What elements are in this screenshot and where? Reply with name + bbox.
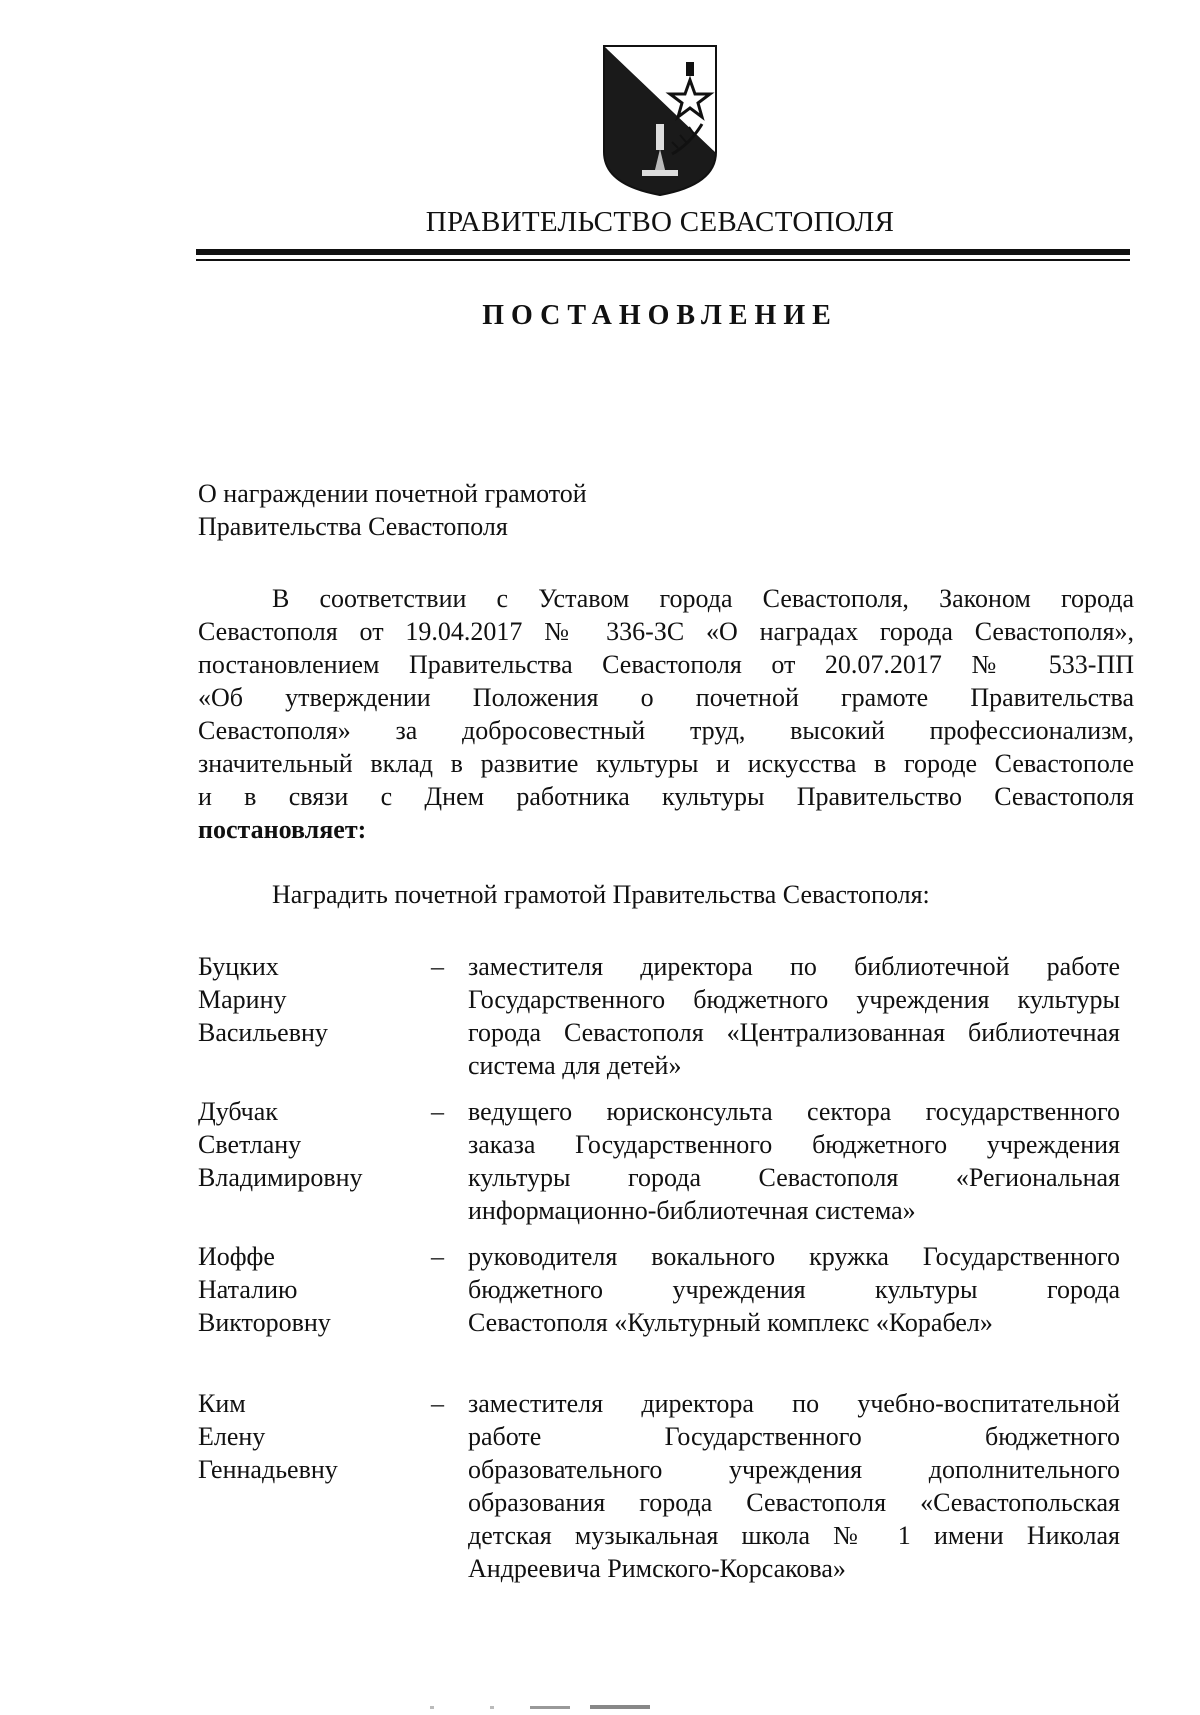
awardee-first-name: Светлану [198, 1130, 302, 1159]
description-line: бюджетного учреждения культуры города [468, 1275, 1120, 1304]
header-divider-thick [196, 249, 1130, 255]
description-line: образования города Севастополя «Севастопольская [468, 1488, 1120, 1517]
description-line: работе Государственного бюджетного [468, 1422, 1120, 1451]
awardee-patronymic: Викторовну [198, 1308, 331, 1337]
description-line: Севастополя «Культурный комплекс «Корабел» [468, 1308, 993, 1337]
header-divider-thin [196, 259, 1130, 261]
description-line: заместителя директора по библиотечной работе [468, 952, 1120, 981]
description-line: заместителя директора по учебно-воспитательной [468, 1389, 1120, 1418]
description-line: образовательного учреждения дополнительного [468, 1455, 1120, 1484]
coat-of-arms-icon [602, 44, 718, 196]
decree-statement: Наградить почетной грамотой Правительства Севастополя: [272, 880, 930, 909]
preamble [198, 582, 1134, 846]
awardee-first-name: Марину [198, 985, 287, 1014]
awardee-patronymic: Геннадьевну [198, 1455, 338, 1484]
awardee-surname: Иоффе [198, 1242, 275, 1271]
preamble-resolution-word: постановляет: [198, 815, 367, 844]
description-line: Андреевича Римского-Корсакова» [468, 1554, 846, 1583]
awardee-name [198, 1240, 331, 1339]
description-line: культуры города Севастополя «Региональная [468, 1163, 1120, 1192]
description-line: заказа Государственного бюджетного учреждения [468, 1130, 1120, 1159]
preamble-line: постановлением Правительства Севастополя от 20.07.2017 № 533-ПП [198, 650, 1134, 679]
awardee-surname: Буцких [198, 952, 279, 981]
entry-dash: – [431, 1097, 444, 1126]
document-type: ПОСТАНОВЛЕНИЕ [482, 300, 838, 331]
description-line: города Севастополя «Централизованная библиотечная [468, 1018, 1120, 1047]
preamble-line: Севастополя» за добросовестный труд, высокий профессионализм, [198, 716, 1134, 745]
awardee-name [198, 950, 328, 1049]
scan-artifact-marks [430, 1700, 730, 1710]
entry-dash: – [431, 1389, 444, 1418]
awardee-patronymic: Васильевну [198, 1018, 328, 1047]
description-line: информационно-библиотечная система» [468, 1196, 916, 1225]
preamble-line: значительный вклад в развитие культуры и искусства в городе Севастополе [198, 749, 1134, 778]
awardee-description [468, 950, 1120, 1082]
awardee-surname: Ким [198, 1389, 246, 1418]
subject-line: Правительства Севастополя [198, 512, 508, 541]
awardee-surname: Дубчак [198, 1097, 278, 1126]
description-line: руководителя вокального кружка Государственного [468, 1242, 1120, 1271]
description-line: система для детей» [468, 1051, 682, 1080]
awardee-name [198, 1095, 363, 1194]
preamble-line: В соответствии с Уставом города Севастополя, Законом города [272, 584, 1134, 613]
document-subject [198, 477, 587, 543]
description-line: ведущего юрисконсульта сектора государственного [468, 1097, 1120, 1126]
awardee-patronymic: Владимировну [198, 1163, 363, 1192]
awardee-description [468, 1240, 1120, 1339]
preamble-line: «Об утверждении Положения о почетной грамоте Правительства [198, 683, 1134, 712]
awardee-first-name: Наталию [198, 1275, 298, 1304]
subject-line: О награждении почетной грамотой [198, 479, 587, 508]
awardee-description [468, 1095, 1120, 1227]
description-line: детская музыкальная школа № 1 имени Николая [468, 1521, 1120, 1550]
preamble-line: Севастополя от 19.04.2017 № 336-ЗС «О наградах города Севастополя», [198, 617, 1134, 646]
description-line: Государственного бюджетного учреждения культуры [468, 985, 1120, 1014]
preamble-line: и в связи с Днем работника культуры Правительство Севастополя [198, 782, 1134, 811]
awardee-description [468, 1387, 1120, 1585]
entry-dash: – [431, 952, 444, 981]
awardee-name [198, 1387, 338, 1486]
organization-name: ПРАВИТЕЛЬСТВО СЕВАСТОПОЛЯ [425, 206, 895, 238]
awardee-first-name: Елену [198, 1422, 266, 1451]
entry-dash: – [431, 1242, 444, 1271]
